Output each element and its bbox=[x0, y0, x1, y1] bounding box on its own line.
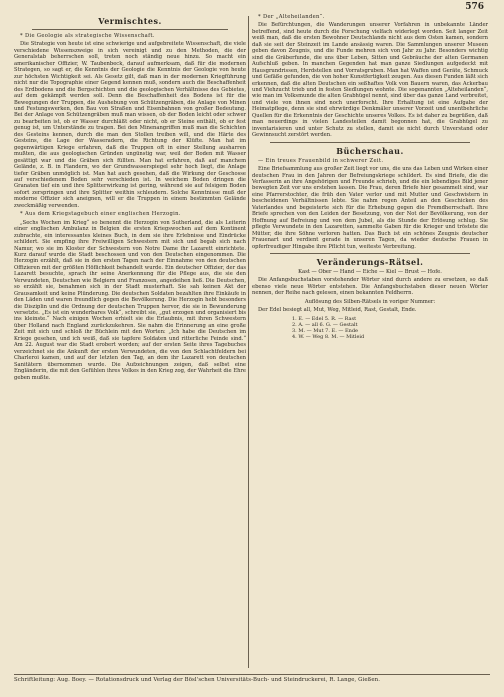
solution-line: 2. A. — all 6. G. — Gestalt bbox=[292, 321, 358, 328]
article-body-alteheilanden: Die Befürchtungen, die Wanderungen unserer Vorfahren in unbekannte Länder betreffend, sind heute durch die Forschung vielfach widerlegt worden. Seit langer Zeit weiß man, daß die ersten Bewohner Deutschlands nicht aus dem Osten kamen, sondern daß sie seit der Steinzeit im Lande ansässig waren. Die Sammlungen unserer Museen geben davon Zeugnis, und die Funde mehren sich von Jahr zu Jahr. Besonders wichtig sind die Gräberfunde, die uns über Leben, Sitten und Gebräuche der alten Germanen Aufschluß geben. In manchen Gegenden hat man ganze Siedlungen aufgedeckt mit Hausgrundrissen, Herdstellen und Vorratsgruben. Man hat Waffen und Geräte, Schmuck und Gefäße gefunden, die von hoher Kunstfertigkeit zeugen. Aus diesen Funden läßt sich erkennen, daß die alten Deutschen ein seßhaftes Volk von Bauern waren, das Ackerbau und Viehzucht trieb und in festen Siedlungen wohnte. Die sogenannten „Alteheilanden“, wie man im Volksmunde die alten Grabhügel nennt, sind über das ganze Land verbreitet, und viele von ihnen sind noch unerforscht. Ihre Erhaltung ist eine Aufgabe der Heimatpflege, denn sie sind ehrwürdige Denkmäler unserer Vorzeit und unentbehrliche Quellen für die Erkenntnis der Geschichte unseres Volkes. Es ist daher zu begrüßen, daß man neuerdings in vielen Landesteilen damit begonnen hat, die Grabhügel zu inventarisieren und unter Schutz zu stellen, damit sie nicht durch Unverstand oder Gewinnsucht zerstört werden. bbox=[252, 22, 488, 139]
section-heading-buecherschau: Bücherschau. bbox=[336, 145, 404, 156]
solution-intro: Der Edel besiegt all, Mut, Weg, Mitleid, Rast, Gestalt, Ende. bbox=[258, 307, 417, 314]
puzzle-words: Kast — Ober — Hand — Eiche — Kiel — Brust — Hofe. bbox=[298, 268, 442, 275]
section-rule-2 bbox=[270, 253, 470, 254]
article-title-geologie: * Die Geologie als strategische Wissenschaft. bbox=[20, 33, 155, 39]
article-body-frauenbild: Eine Briefsammlung aus großer Zeit liegt vor uns, die uns das Leben und Wirken einer deutschen Frau in den Jahren der Befreiungskriege schildert. Es sind Briefe, die die Verfasserin an ihre Angehörigen und Freunde schrieb, und die ein lebendiges Bild jener bewegten Zeit vor uns erstehen lassen. Die Frau, deren Briefe hier gesammelt sind, war eine Pfarrerstochter, die früh den Vater verlor und mit Mutter und Geschwistern in bescheidenen Verhältnissen lebte. Sie nahm regen Anteil an den Geschicken des Vaterlandes und begeisterte sich für die Erhebung gegen die Fremdherrschaft. Ihre Briefe sprechen von den Leiden der Besetzung, von der Not der Bevölkerung, von der Hoffnung auf Befreiung und von dem Jubel, als die Stunde der Erlösung schlug. Sie pflegte Verwundete in den Lazaretten, sammelte Gaben für die Krieger und tröstete die Mütter, die ihre Söhne verloren hatten. Das Buch ist ein schönes Zeugnis deutscher Frauenart und verdient gerade in unseren Tagen, da wieder deutsche Frauen in opferfreudiger Hingabe ihre Pflicht tun, weiteste Verbreitung. bbox=[252, 166, 488, 250]
article-title-alteheilanden: * Der „Alteheilanden“. bbox=[258, 14, 325, 20]
solution-list bbox=[252, 316, 488, 341]
solution-title: Auflösung des Silben-Rätsels in voriger Nummer: bbox=[304, 298, 436, 305]
heading-rule bbox=[32, 29, 228, 30]
solution-line: 3. M. — Mut 7. E. — Ende bbox=[292, 328, 358, 335]
article-title-herzogin: * Aus dem Kriegstagebuch einer englischen Herzogin. bbox=[20, 211, 181, 218]
page-number: 576 bbox=[465, 2, 484, 12]
article-body-geologie: Die Strategie von heute ist eine schwierige und aufgebreitete Wissenschaft, die viele verschiedene Wissenszweige in sich vereinigt und zu den Methoden, die der Generalstab beherrschen soll, treten noch ständig neue hinzu. So macht ein amerikanischer Offizier, W. Taubenbeck, darauf aufmerksam, daß für die modernen Strategen, so sagt er, die Kenntnis der Geologie die Kenntnis der Geologie von heute zur höchsten Wichtigkeit sei. Als Gesetz gilt, daß man in der modernen Kriegführung nicht nur die Topographie einer Gegend kennen muß, sondern auch die Beschaffenheit des Erdbodens und die Bergschichten und die geologischen Verhältnisse des Gebietes, auf dem gekämpft werden soll. Denn die Beschaffenheit des Bodens ist für die Bewegungen der Truppen, die Aushebung von Schützengräben, die Anlage von Minen und Festungswerken, den Bau von Straßen und Eisenbahnen von großer Bedeutung. Bei der Anlage von Schützengräben muß man wissen, ob der Boden leicht oder schwer zu bearbeiten ist, ob er Wasser durchläßt oder nicht, ob er Steine enthält, ob er fest genug ist, um Unterstände zu tragen. Bei den Minenangriffen muß man die Schichten des Gesteins kennen, durch die man den Stollen treiben will, und die Härte des Gesteins, die Lage der Wasseradern, die Richtung der Klüfte. Man hat im gegenwärtigen Kriege erfahren, daß die Truppen oft in einer Stellung ausharren mußten, die aus geologischen Gründen ungünstig war, weil der Boden mit Wasser gesättigt war und die Gräben sich füllten. Man hat erfahren, daß auf manchem Gelände, z. B. in Flandern, wo der Grundwasserspiegel sehr hoch liegt, die Anlage tiefer Gräben unmöglich ist. Man hat auch gesehen, daß die Wirkung der Geschosse auf verschiedenem Boden sehr verschieden ist. In weichem Boden dringen die Granaten tief ein und ihre Splitterwirkung ist gering, während sie auf felsigem Boden sofort zerspringen und ihre Splitter weithin schleudern. Solche Kenntnisse muß der moderne Offizier sich aneignen, will er die Truppen in einem bestimmten Gelände zweckmäßig verwenden. bbox=[14, 41, 246, 209]
imprint-footer: Schriftleitung: Aug. Boey. — Rotationsdruck und Verlag der Bösl'schen Universitäts-Buch- und Steindruckerei, R. Lange, Gießen. bbox=[14, 674, 490, 684]
solution-line: 4. W. — Weg 8. M. — Mitleid bbox=[292, 334, 365, 341]
section-heading-vermischtes: Vermischtes. bbox=[98, 16, 162, 26]
left-column bbox=[14, 14, 246, 668]
right-column bbox=[252, 14, 488, 668]
column-divider bbox=[248, 16, 249, 668]
section-heading-raetsel: Veränderungs-Rätsel. bbox=[316, 256, 424, 267]
solution-line: 1. E. — Edel 5. R. — Rast bbox=[292, 315, 357, 322]
puzzle-body: Die Anfangsbuchstaben vorstehender Wörter sind durch andere zu ersetzen, so daß ebenso viele neue Wörter entstehen. Die Anfangsbuchstaben dieser neuen Wörter nennen, der Reihe nach gelesen, einen bekannten Feldherrn. bbox=[252, 277, 488, 297]
article-body-herzogin: „Sechs Wochen im Krieg“ so benennt die Herzogin von Sutherland, die als Leiterin einer englischen Ambulanz in Belgien die ersten Kriegswochen auf dem Kontinent zubrachte, ein interessantes kleines Buch, in dem sie ihre Erlebnisse und Eindrücke schildert. Sie empfing ihre Freiwilligen Schwestern mit sich und begab sich nach Namur, wo sie im Kloster der Schwestern von Notre Dame ihr Lazarett einrichtete. Kurz darauf wurde die Stadt beschossen und von den Deutschen eingenommen. Die Herzogin erzählt, daß sie in den ersten Tagen nach der Einnahme von den deutschen Offizieren mit der größten Höflichkeit behandelt wurde. Ein deutscher Offizier, der das Lazarett besuchte, sprach ihr seine Anerkennung für die Pflege aus, die sie den Verwundeten, Deutschen wie Belgiern und Franzosen, angedeihen ließ. Die Deutschen, so erzählt sie, benahmen sich in der Stadt musterhaft. Sie sah keinen Akt der Grausamkeit und keine Plünderung. Die deutschen Soldaten bezahlten ihre Einkäufe in den Läden und waren freundlich gegen die Bevölkerung. Die Herzogin hebt besonders die Disziplin und die Ordnung der deutschen Truppen hervor, die sie in Bewunderung versetzte. „Es ist ein wunderbares Volk“, schreibt sie, „gut erzogen und organisiert bis ins kleinste.“ Nach einigen Wochen erhielt sie die Erlaubnis, mit ihren Schwestern über Holland nach England zurückzukehren. Sie nahm die Erinnerung an eine große Zeit mit sich und schloß ihr Büchlein mit den Worten: „Ich habe die Deutschen im Kriege gesehen, und ich weiß, daß sie tapfere Soldaten und ritterliche Feinde sind.“ Am 22. August war die Stadt erobert worden; auf der ersten Seite ihres Tagebuches verzeichnet sie die Ankunft der ersten Verwundeten, die von den Schlachtfeldern bei Charleroi kamen, und auf der letzten den Tag, an dem ihr Lazarett von deutschen Sanitätern übernommen wurde. Die Aufzeichnungen zeigen, daß selbst eine Engländerin, die mit den Gefühlen ihres Volkes in den Krieg zog, der Wahrheit die Ehre geben mußte. bbox=[14, 219, 246, 381]
article-title-frauenbild: — Ein treues Frauenbild in schwerer Zeit. bbox=[258, 157, 384, 164]
section-rule bbox=[270, 142, 470, 143]
